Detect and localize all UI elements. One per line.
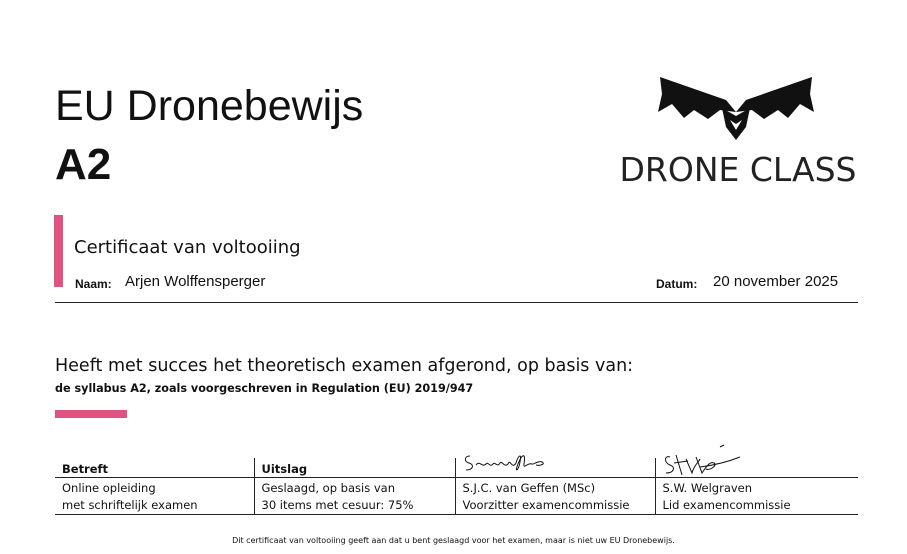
chair-role: Voorzitter examencommissie bbox=[462, 498, 630, 512]
subject-line-2: met schriftelijk examen bbox=[62, 498, 198, 512]
certificate-category: A2 bbox=[55, 140, 112, 189]
name-label: Naam: bbox=[75, 277, 112, 291]
logo-text: DRONE CLASS bbox=[619, 150, 857, 189]
recipient-name: Arjen Wolffensperger bbox=[125, 273, 266, 290]
member-cell bbox=[655, 478, 858, 515]
member-signature bbox=[660, 441, 745, 478]
date-label: Datum: bbox=[656, 277, 698, 291]
subject-cell bbox=[55, 478, 254, 515]
result-line-1: Geslaagd, op basis van bbox=[261, 481, 395, 495]
syllabus-reference: de syllabus A2, zoals voorgeschreven in Regulation (EU) 2019/947 bbox=[55, 382, 474, 395]
divider bbox=[55, 302, 858, 303]
chair-cell bbox=[455, 478, 655, 515]
subject-line-1: Online opleiding bbox=[62, 481, 156, 495]
chair-name: S.J.C. van Geffen (MSc) bbox=[462, 481, 596, 495]
member-name: S.W. Welgraven bbox=[662, 481, 753, 495]
certificate-label: Certificaat van voltooiing bbox=[74, 237, 301, 258]
issue-date: 20 november 2025 bbox=[713, 273, 839, 290]
table-row bbox=[55, 478, 858, 515]
achievement-statement: Heeft met succes het theoretisch examen afgerond, op basis van: bbox=[55, 356, 634, 376]
chair-signature bbox=[462, 448, 552, 478]
result-line-2: 30 items met cesuur: 75% bbox=[261, 498, 414, 512]
disclaimer-footnote: Dit certificaat van voltooiing geeft aan dat u bent geslaagd voor het examen, maar is niet uw EU Dronebewijs. bbox=[232, 536, 675, 545]
member-role: Lid examencommissie bbox=[662, 498, 791, 512]
drone-class-logo bbox=[612, 72, 864, 190]
column-header-result: Uitslag bbox=[254, 458, 455, 478]
accent-rule bbox=[55, 410, 127, 418]
accent-bar bbox=[54, 215, 63, 287]
certificate-title: EU Dronebewijs bbox=[55, 82, 364, 130]
column-header-subject: Betreft bbox=[55, 458, 254, 478]
result-cell bbox=[254, 478, 455, 515]
